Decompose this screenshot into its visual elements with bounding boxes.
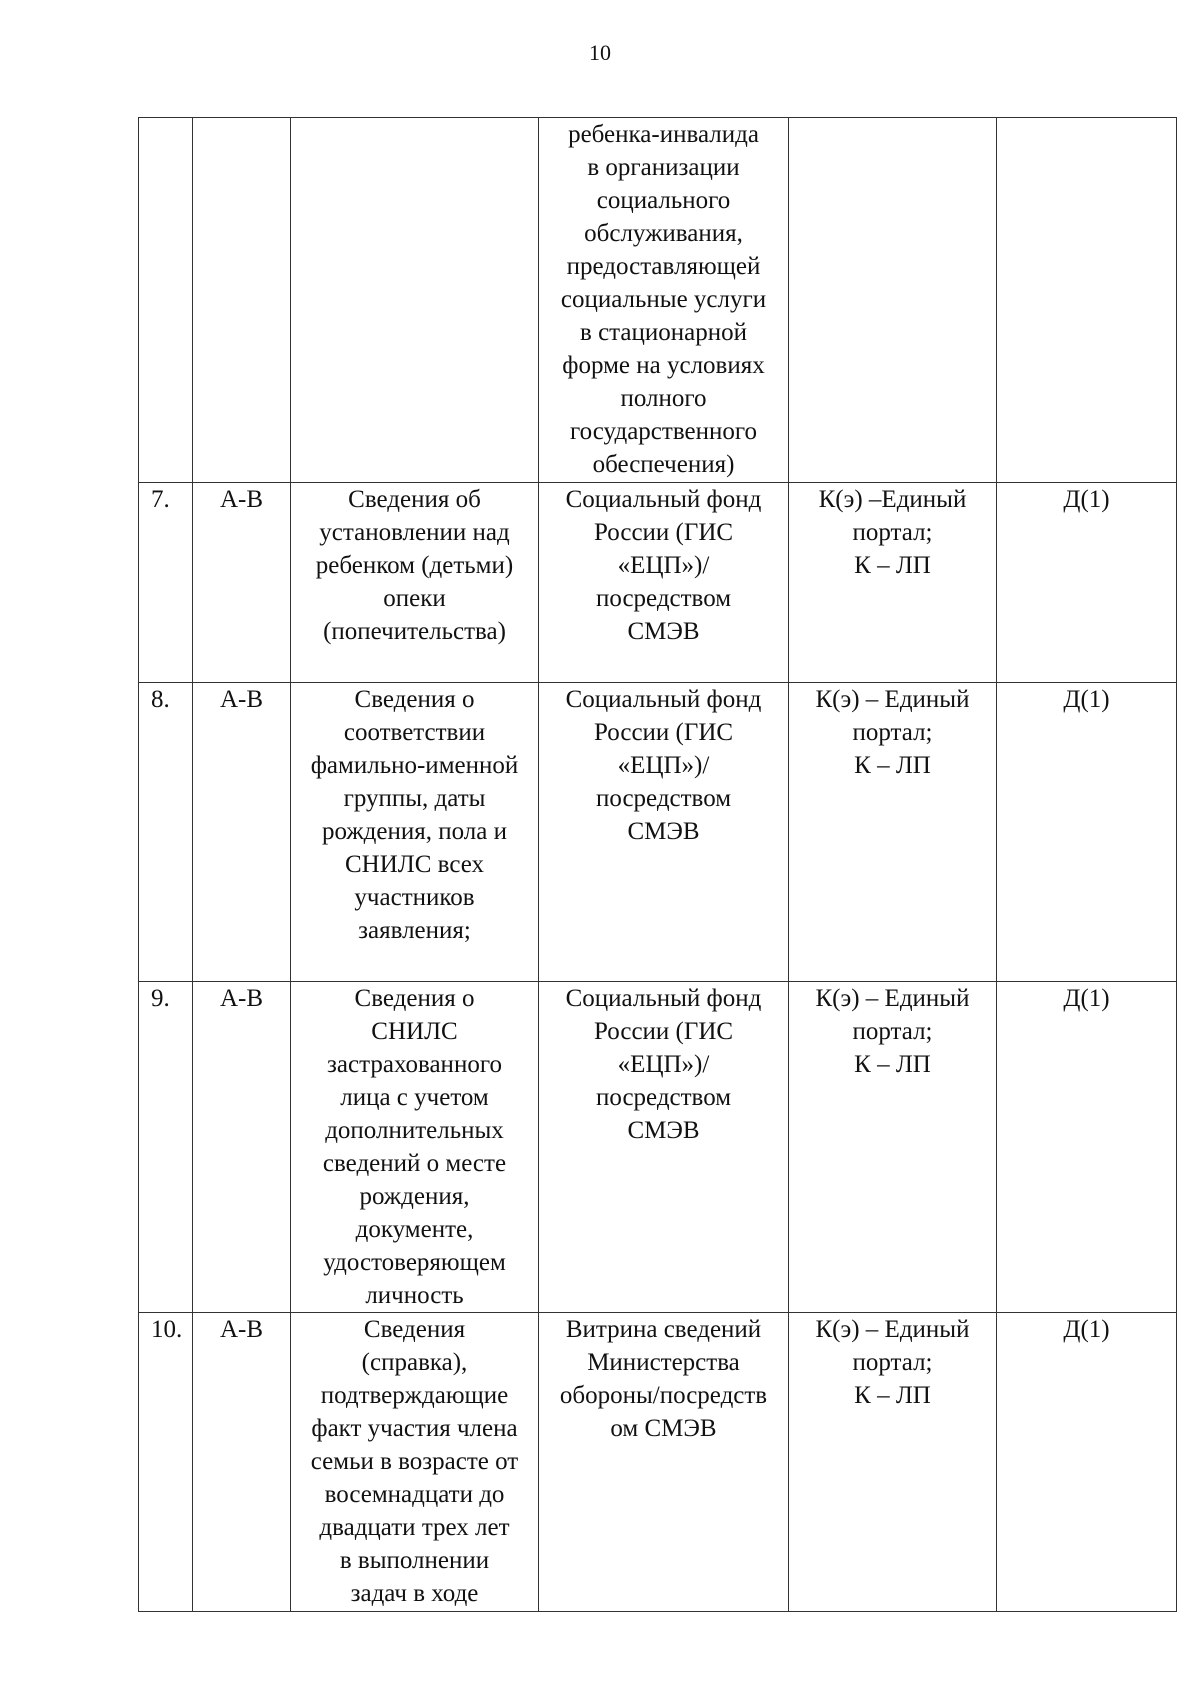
row-number-cell [139, 118, 193, 483]
source-cell: Витрина сведений Министерства обороны/посредств ом СМЭВ [539, 1313, 789, 1612]
channel-cell: К(э) – Единый портал; К – ЛП [789, 1313, 997, 1612]
code-cell [193, 118, 291, 483]
info-cell: Сведения о соответствии фамильно-именной группы, даты рождения, пола и СНИЛС всех участников заявления; [291, 683, 539, 982]
info-cell: Сведения о СНИЛС застрахованного лица с учетом дополнительных сведений о месте рождения, документе, удостоверяющем личность [291, 982, 539, 1313]
table-row [139, 483, 1177, 683]
page-number: 10 [589, 40, 611, 65]
document-table [138, 117, 1177, 1612]
row-number-cell: 10. [139, 1313, 193, 1612]
code-cell: А-В [193, 982, 291, 1313]
code-cell: А-В [193, 1313, 291, 1612]
row-number-cell: 8. [139, 683, 193, 982]
table-row [139, 1313, 1177, 1612]
code-cell: А-В [193, 483, 291, 683]
source-cell: ребенка-инвалида в организации социального обслуживания, предоставляющей социальные услуги в стационарной форме на условиях полного государственного обеспечения) [539, 118, 789, 483]
channel-cell [789, 118, 997, 483]
source-cell: Социальный фонд России (ГИС «ЕЦП»)/ посредством СМЭВ [539, 683, 789, 982]
doc-cell: Д(1) [997, 982, 1177, 1313]
row-number-cell: 9. [139, 982, 193, 1313]
info-cell: Сведения об установлении над ребенком (детьми) опеки (попечительства) [291, 483, 539, 683]
source-cell: Социальный фонд России (ГИС «ЕЦП»)/ посредством СМЭВ [539, 982, 789, 1313]
info-cell [291, 118, 539, 483]
code-cell: А-В [193, 683, 291, 982]
doc-cell: Д(1) [997, 1313, 1177, 1612]
channel-cell: К(э) – Единый портал; К – ЛП [789, 982, 997, 1313]
doc-cell: Д(1) [997, 483, 1177, 683]
channel-cell: К(э) –Единый портал; К – ЛП [789, 483, 997, 683]
row-number-cell: 7. [139, 483, 193, 683]
table-row [139, 982, 1177, 1313]
info-cell: Сведения (справка), подтверждающие факт участия члена семьи в возрасте от восемнадцати до двадцати трех лет в выполнении задач в ходе [291, 1313, 539, 1612]
channel-cell: К(э) – Единый портал; К – ЛП [789, 683, 997, 982]
source-cell: Социальный фонд России (ГИС «ЕЦП»)/ посредством СМЭВ [539, 483, 789, 683]
table-row [139, 683, 1177, 982]
doc-cell: Д(1) [997, 683, 1177, 982]
doc-cell [997, 118, 1177, 483]
table-row [139, 118, 1177, 483]
